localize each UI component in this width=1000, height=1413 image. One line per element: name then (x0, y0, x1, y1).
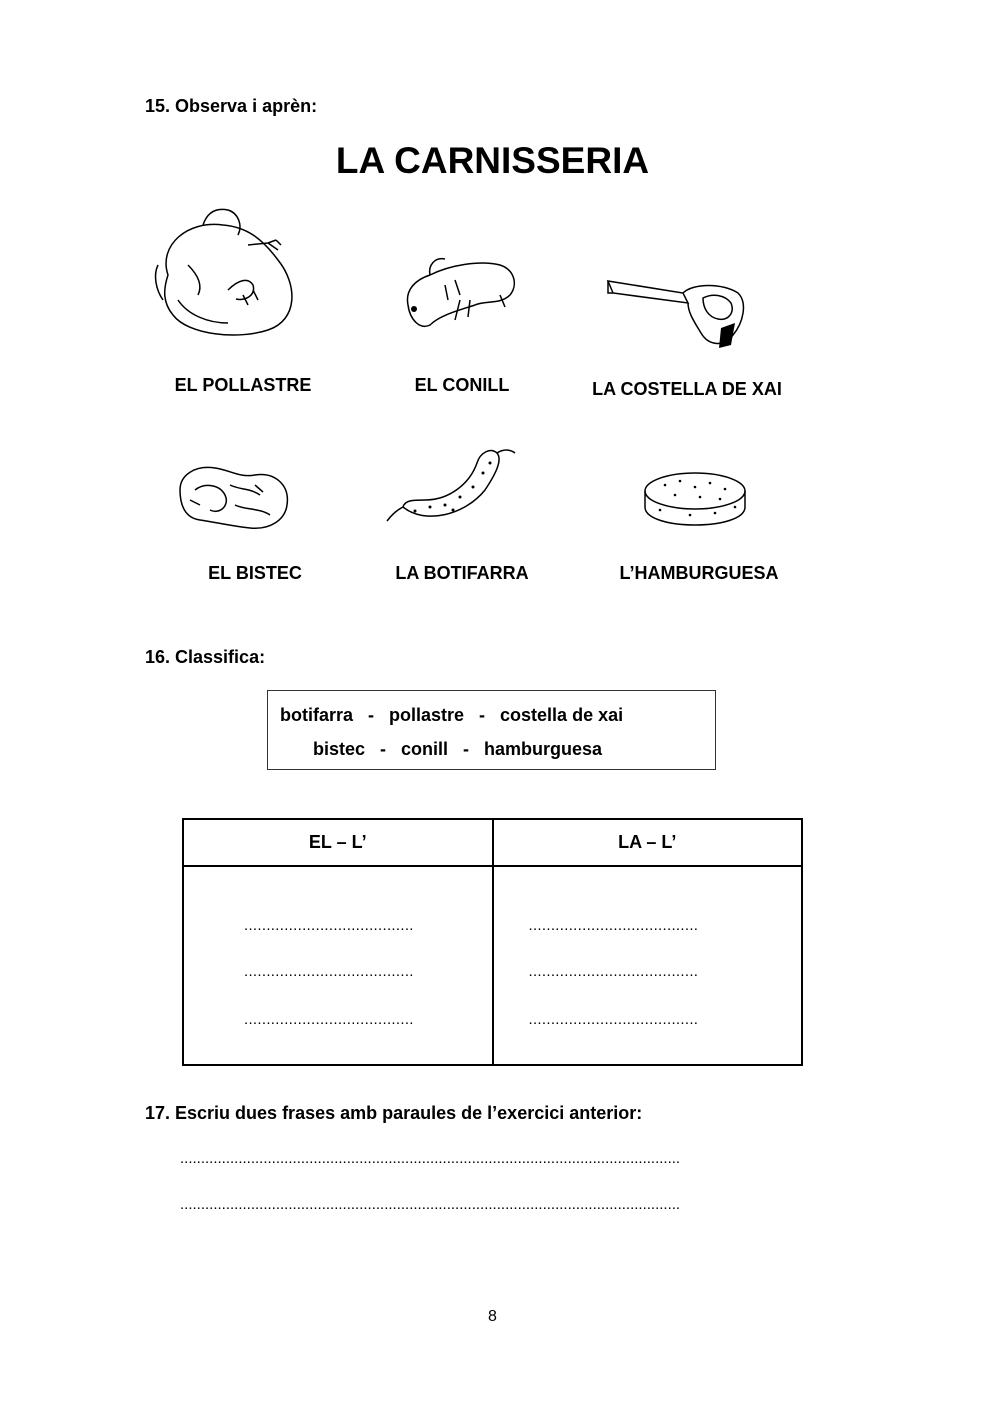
chicken-icon (148, 205, 308, 345)
sentence-line-1[interactable]: ........................................................................................................................ (180, 1150, 681, 1167)
column-el-answers[interactable] (183, 866, 493, 1065)
answer-blank[interactable]: ...................................... (244, 917, 414, 934)
label-botifarra: LA BOTIFARRA (395, 563, 529, 583)
exercise-17-heading: 17. Escriu dues frases amb paraules de l’exercici anterior: (145, 1103, 643, 1123)
word-bank-line-1: botifarra - pollastre - costella de xai (280, 705, 624, 725)
sentence-line-2[interactable]: ........................................................................................................................ (180, 1196, 681, 1213)
burger-patty-icon (640, 465, 750, 530)
steak-icon (175, 460, 295, 535)
word-bank (267, 690, 716, 770)
rabbit-icon (400, 245, 520, 335)
answer-blank[interactable]: ...................................... (244, 1011, 414, 1028)
sausage-icon (385, 445, 525, 525)
column-header-el: EL – L’ (183, 819, 493, 866)
label-pollastre: EL POLLASTRE (174, 375, 312, 395)
page-number: 8 (488, 1308, 497, 1325)
answer-blank[interactable]: ...................................... (244, 963, 414, 980)
label-bistec: EL BISTEC (208, 563, 302, 583)
exercise-15-heading: 15. Observa i aprèn: (145, 96, 318, 116)
word-bank-line-2: bistec - conill - hamburguesa (313, 739, 603, 759)
answer-blank[interactable]: ...................................... (528, 963, 699, 980)
lamb-chop-icon (603, 273, 753, 353)
label-costella-de-xai: LA COSTELLA DE XAI (592, 379, 782, 399)
answer-blank[interactable]: ...................................... (528, 917, 699, 934)
column-la-answers[interactable] (493, 866, 803, 1065)
classification-table (182, 818, 803, 1066)
label-hamburguesa: L’HAMBURGUESA (619, 563, 779, 583)
label-conill: EL CONILL (414, 375, 510, 395)
page-title: LA CARNISSERIA (335, 140, 650, 181)
answer-blank[interactable]: ...................................... (528, 1011, 699, 1028)
column-header-la: LA – L’ (493, 819, 803, 866)
exercise-16-heading: 16. Classifica: (145, 647, 266, 667)
